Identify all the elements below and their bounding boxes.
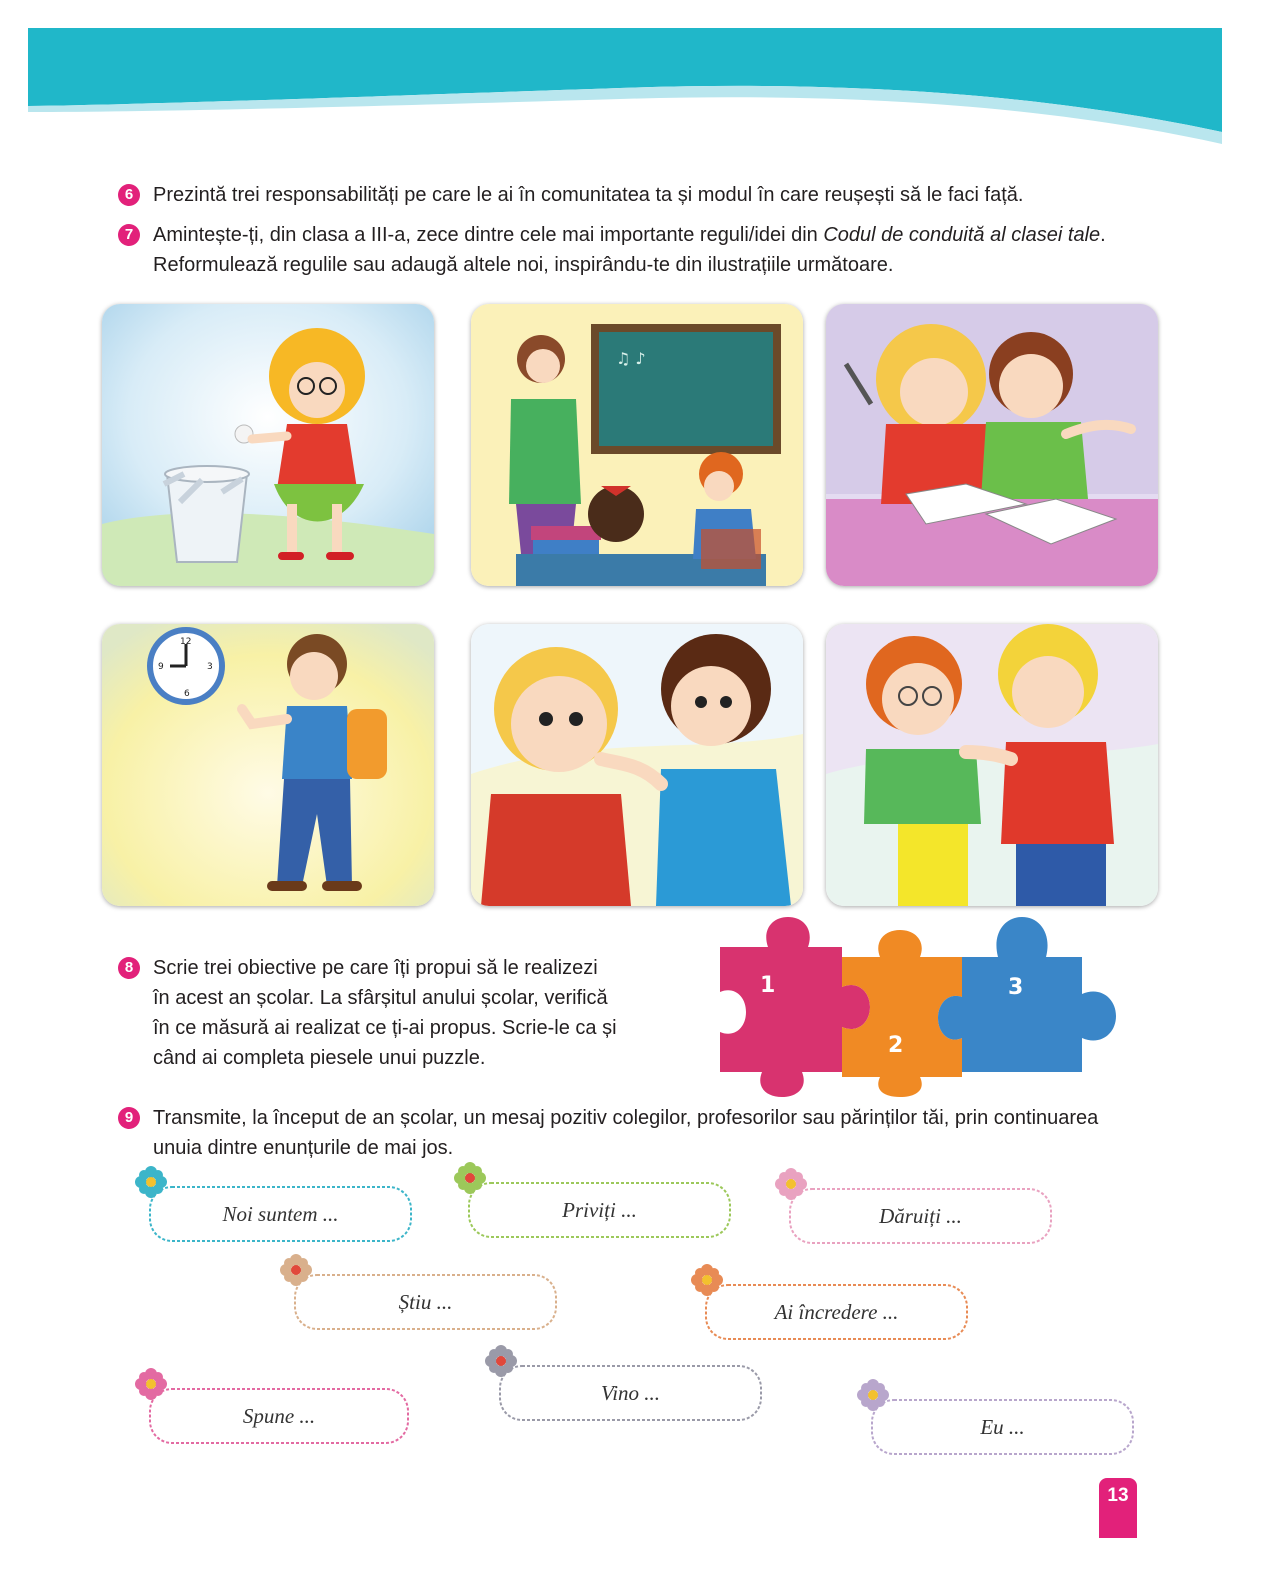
message-prompt: Priviți ...	[562, 1197, 637, 1222]
exercise-text-line: când ai completa piesele unui puzzle.	[153, 1047, 486, 1069]
illustration-girl-recycling	[102, 304, 434, 586]
exercise-text: Transmite, la început de an școlar, un mesaj pozitiv colegilor, profesorilor sau părinților tăi, prin continuarea unuia dintre enunțurile de mai jos.	[153, 1107, 1099, 1159]
page-number: 13	[1099, 1478, 1137, 1538]
svg-text:9: 9	[158, 662, 164, 672]
message-box[interactable]	[467, 1181, 732, 1239]
message-box[interactable]	[148, 1185, 413, 1243]
message-box[interactable]	[293, 1273, 558, 1331]
two-boys-talking-icon	[471, 624, 803, 906]
boy-walking-to-school-with-clock-icon	[102, 624, 434, 906]
exercise-text	[153, 953, 678, 1073]
puzzle-piece-label: 1	[760, 973, 776, 998]
message-prompt: Eu ...	[980, 1414, 1025, 1439]
puzzle-piece-label: 3	[1008, 975, 1024, 1000]
puzzle-pieces	[720, 912, 1130, 1097]
puzzle-piece-label: 2	[888, 1033, 904, 1058]
illustration-boys-talking	[471, 624, 803, 906]
exercise-7	[118, 220, 1138, 280]
message-prompt: Știu ...	[398, 1289, 453, 1314]
two-kids-with-books-icon	[826, 304, 1158, 586]
exercise-text-part: Amintește-ți, din clasa a III-a, zece dintre cele mai importante reguli/idei din	[153, 224, 824, 246]
message-prompt: Dăruiți ...	[879, 1203, 962, 1228]
svg-text:3: 3	[207, 662, 213, 672]
exercise-9	[118, 1103, 1138, 1163]
girl-throwing-paper-in-bin-icon	[102, 304, 434, 586]
message-prompt: Spune ...	[242, 1403, 316, 1428]
illustration-boys-arguing	[826, 624, 1158, 906]
teacher-at-chalkboard-icon	[471, 304, 803, 586]
exercise-number-badge: 9	[118, 1107, 140, 1129]
svg-text:6: 6	[184, 689, 190, 699]
svg-text:12: 12	[180, 637, 192, 647]
illustration-boy-punctual	[102, 624, 434, 906]
message-box[interactable]	[498, 1364, 763, 1422]
code-of-conduct-title: Codul de conduită al clasei tale	[823, 224, 1101, 246]
exercise-number-badge: 7	[118, 224, 140, 246]
two-boys-arguing-icon	[826, 624, 1158, 906]
puzzle-piece-3	[938, 917, 1116, 1072]
exercise-text	[153, 220, 1138, 280]
message-box[interactable]	[704, 1283, 969, 1341]
message-box[interactable]	[788, 1187, 1053, 1245]
illustration-kids-reading	[826, 304, 1158, 586]
exercise-text-line: Scrie trei obiective pe care îți propui să le realizezi	[153, 957, 598, 979]
svg-text:♫ ♪: ♫ ♪	[616, 349, 646, 368]
message-box[interactable]	[148, 1387, 410, 1445]
header-banner	[0, 0, 1270, 170]
message-prompt: Ai încredere ...	[774, 1299, 899, 1324]
exercise-text-line: în acest an școlar. La sfârșitul anului școlar, verifică	[153, 987, 608, 1009]
message-box[interactable]	[870, 1398, 1135, 1456]
exercise-8	[118, 953, 678, 1073]
exercise-6	[118, 180, 1138, 210]
exercise-text-line: în ce măsură ai realizat ce ți-ai propus. Scrie-le ca și	[153, 1017, 617, 1039]
exercise-text: Prezintă trei responsabilități pe care le ai în comunitatea ta și modul în care reușești să le faci față.	[153, 184, 1024, 206]
exercise-text-part: . Reformulează regulile sau adaugă altele noi, inspirându-te din ilustrațiile următoare.	[153, 224, 1106, 276]
illustration-classroom	[471, 304, 803, 586]
message-prompt: Vino ...	[600, 1380, 661, 1405]
exercise-number-badge: 6	[118, 184, 140, 206]
exercise-number-badge: 8	[118, 957, 140, 979]
message-prompt: Noi suntem ...	[222, 1201, 339, 1226]
